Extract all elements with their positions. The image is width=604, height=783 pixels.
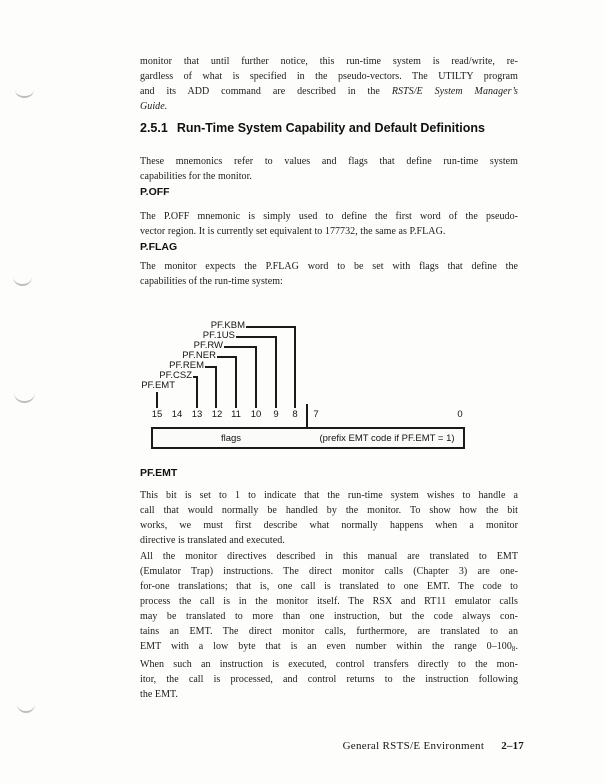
text-line: call that would normally be handled by the monitor. To show how the bit xyxy=(140,505,518,516)
text-line: for-one translations; that is, one call is translated to one EMT. The code to xyxy=(140,581,518,592)
connector-line xyxy=(235,356,237,408)
book-title-italic: RSTS/E System Manager’s xyxy=(391,86,518,97)
section-heading xyxy=(140,121,540,136)
bit-number-15: 15 xyxy=(151,409,163,420)
flags-cell: flags xyxy=(220,432,242,444)
book-title-italic: Guide. xyxy=(140,101,168,112)
p-off-heading: P.OFF xyxy=(140,186,170,198)
text-run: EMT with a low byte that is an even number within the range 0–100 xyxy=(140,641,512,652)
text-line: itor, the call is processed, and control returns to the instruction following xyxy=(140,674,518,685)
section-number: 2.5.1 xyxy=(140,121,168,135)
paragraph-p-off xyxy=(140,209,518,239)
text-line: gardless of what is specified in the pseudo-vectors. The UTILTY program xyxy=(140,71,518,82)
paragraph-mnemonics xyxy=(140,154,518,184)
margin-mark xyxy=(13,277,32,286)
text-line xyxy=(140,639,518,657)
bit-number-13: 13 xyxy=(191,409,203,420)
flag-label-pf-emt: PF.EMT xyxy=(141,380,175,391)
bit-number-8: 8 xyxy=(292,409,298,420)
text-line: capabilities for the monitor. xyxy=(140,171,252,182)
page-footer xyxy=(140,739,524,753)
paragraph-pf-emt-2 xyxy=(140,549,518,702)
connector-line xyxy=(224,346,257,348)
flag-label-pf-1us: PF.1US xyxy=(202,330,235,341)
section-title: Run-Time System Capability and Default Definitions xyxy=(176,121,485,135)
text-run: and its ADD command are described in the xyxy=(140,86,392,97)
bit-number-7: 7 xyxy=(313,409,319,420)
connector-line xyxy=(255,346,257,408)
connector-line xyxy=(196,376,198,408)
text-line xyxy=(140,84,518,99)
text-line: tains an EMT. The direct monitor calls, furthermore, are translated to an xyxy=(140,626,518,637)
margin-mark xyxy=(15,90,34,98)
text-line: process the call is in the monitor itself. The RSX and RT11 emulator calls xyxy=(140,596,518,607)
p-flag-heading: P.FLAG xyxy=(140,241,178,253)
bit-number-0: 0 xyxy=(457,409,463,420)
footer-page-number: 2–17 xyxy=(501,740,524,752)
text-line: The monitor expects the P.FLAG word to be set with flags that define the xyxy=(140,261,518,272)
bit-number-12: 12 xyxy=(211,409,223,420)
pf-emt-heading: PF.EMT xyxy=(140,467,178,479)
connector-line xyxy=(294,326,296,408)
text-line: When such an instruction is executed, control transfers directly to the mon- xyxy=(140,659,518,670)
connector-line xyxy=(156,392,158,408)
bit-number-14: 14 xyxy=(171,409,183,420)
text-line: These mnemonics refer to values and flags that define run-time system xyxy=(140,156,518,167)
margin-mark xyxy=(14,393,35,403)
paragraph-intro xyxy=(140,54,518,114)
footer-section-title: General RSTS/E Environment xyxy=(342,740,485,752)
octal-subscript: 8 xyxy=(511,645,516,653)
flag-label-pf-ner: PF.NER xyxy=(182,350,216,361)
flag-label-pf-csz: PF.CSZ xyxy=(159,370,192,381)
text-line: (Emulator Trap) instructions. The direct monitor calls (Chapter 3) are one- xyxy=(140,566,518,577)
connector-line xyxy=(217,356,237,358)
connector-line xyxy=(215,366,217,408)
pflag-bit-diagram xyxy=(130,320,475,452)
text-line: monitor that until further notice, this run-time system is read/write, re- xyxy=(140,56,518,67)
bit-number-9: 9 xyxy=(273,409,279,420)
text-line: The P.OFF mnemonic is simply used to define the first word of the pseudo- xyxy=(140,211,518,222)
text-run: . xyxy=(515,641,518,652)
text-line: directive is translated and executed. xyxy=(140,535,285,546)
connector-line xyxy=(275,336,277,408)
flag-label-pf-rem: PF.REM xyxy=(169,360,204,371)
paragraph-pf-emt-1 xyxy=(140,488,518,548)
text-line: All the monitor directives described in this manual are translated to EMT xyxy=(140,551,518,562)
margin-mark xyxy=(17,704,35,713)
text-line: This bit is set to 1 to indicate that the run-time system wishes to handle a xyxy=(140,490,518,501)
prefix-emt-cell: (prefix EMT code if PF.EMT = 1) xyxy=(319,432,455,444)
text-line: vector region. It is currently set equivalent to 177732, the same as P.FLAG. xyxy=(140,226,446,237)
connector-line xyxy=(236,336,277,338)
word-box xyxy=(151,427,465,449)
paragraph-p-flag xyxy=(140,259,518,289)
text-line: may be translated to more than one instruction, but the code always con- xyxy=(140,611,518,622)
text-line: capabilities of the run-time system: xyxy=(140,276,283,287)
text-line: works, we must first describe what normally happens when a monitor xyxy=(140,520,518,531)
bit-number-11: 11 xyxy=(231,409,241,420)
text-line: the EMT. xyxy=(140,689,178,700)
flag-label-pf-kbm: PF.KBM xyxy=(210,320,245,331)
flag-label-pf-rw: PF.RW xyxy=(193,340,223,351)
connector-line xyxy=(246,326,296,328)
bit-number-10: 10 xyxy=(250,409,262,420)
